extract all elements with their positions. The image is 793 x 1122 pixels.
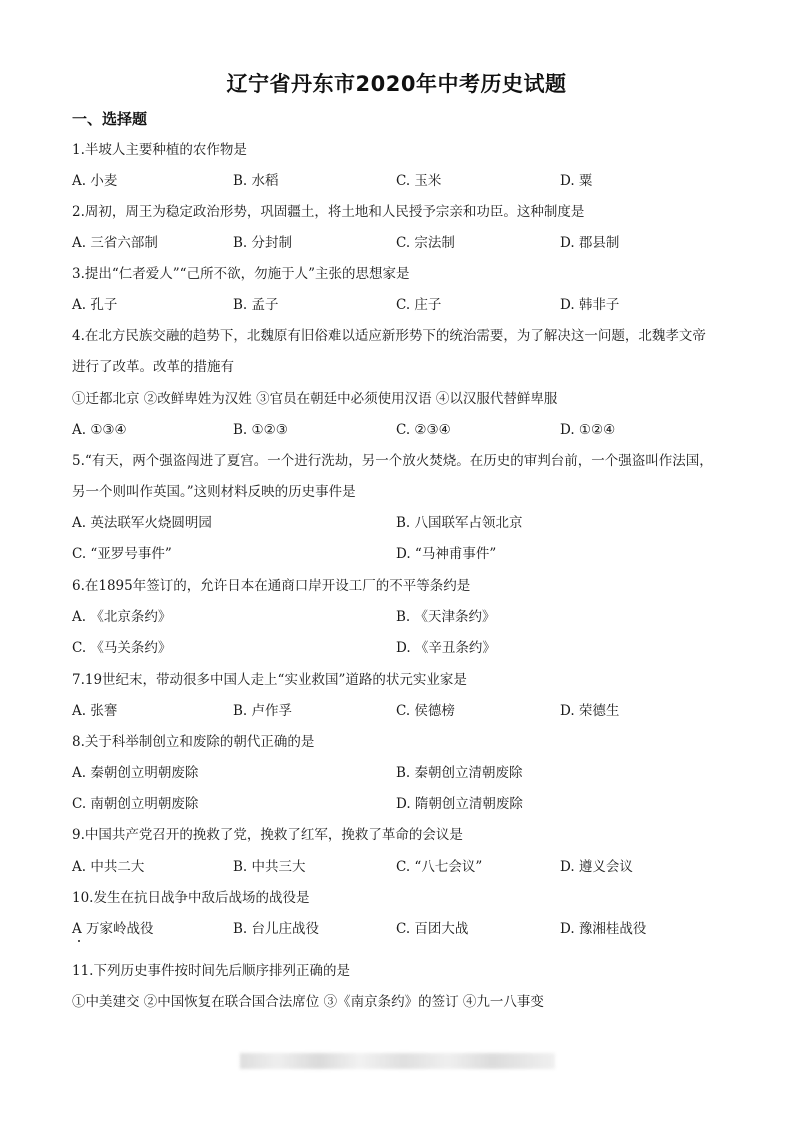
question-2-option-a: A. 三省六部制 (72, 235, 158, 251)
question-3-option-a: A. 孔子 (72, 297, 118, 313)
question-5-stem-line-2: 另一个则叫作英国。”这则材料反映的历史事件是 (72, 484, 356, 500)
page-title: 辽宁省丹东市2020年中考历史试题 (226, 72, 567, 96)
question-10-option-a: A 万家岭战役 (72, 921, 154, 937)
question-3-stem: 3.提出“仁者爱人”“己所不欲，勿施于人”主张的思想家是 (72, 266, 410, 282)
question-9-option-b: B. 中共三大 (233, 859, 306, 875)
question-1-option-d: D. 粟 (560, 173, 593, 189)
question-1-stem: 1.半坡人主要种植的农作物是 (72, 142, 247, 158)
question-7-option-a: A. 张謇 (72, 703, 118, 719)
question-3-option-c: C. 庄子 (396, 297, 442, 313)
question-7-option-b: B. 卢作孚 (233, 703, 293, 719)
question-5-option-b: B. 八国联军占领北京 (396, 515, 523, 531)
question-4-option-b: B. ①②③ (233, 422, 288, 438)
question-4-items: ①迁都北京 ②改鲜卑姓为汉姓 ③官员在朝廷中必须使用汉语 ④以汉服代替鲜卑服 (72, 391, 558, 407)
question-4-stem-line-1: 4.在北方民族交融的趋势下，北魏原有旧俗难以适应新形势下的统治需要，为了解决这一问题，北魏孝文帝 (72, 328, 706, 344)
question-10-option-d: D. 豫湘桂战役 (560, 921, 647, 937)
question-9-stem: 9.中国共产党召开的挽救了党，挽救了红军，挽救了革命的会议是 (72, 827, 463, 843)
question-7-stem: 7.19世纪末，带动很多中国人走上“实业救国”道路的状元实业家是 (72, 672, 467, 688)
question-2-option-c: C. 宗法制 (396, 235, 455, 251)
question-10-stem: 10.发生在抗日战争中敌后战场的战役是 (72, 890, 310, 906)
question-5-option-a: A. 英法联军火烧圆明园 (72, 515, 212, 531)
question-6-option-c: C. 《马关条约》 (72, 640, 172, 656)
question-6-option-a: A. 《北京条约》 (72, 609, 172, 625)
blurred-watermark (240, 1053, 555, 1069)
question-4-option-d: D. ①②④ (560, 422, 616, 438)
question-4-option-c: C. ②③④ (396, 422, 451, 438)
question-5-option-d: D. “马神甫事件” (396, 546, 497, 562)
question-8-stem: 8.关于科举制创立和废除的朝代正确的是 (72, 734, 315, 750)
question-8-option-c: C. 南朝创立明朝废除 (72, 796, 199, 812)
question-2-option-b: B. 分封制 (233, 235, 293, 251)
question-7-option-c: C. 侯德榜 (396, 703, 455, 719)
question-8-option-a: A. 秦朝创立明朝废除 (72, 765, 199, 781)
section-heading: 一、选择题 (72, 110, 148, 128)
question-1-option-a: A. 小麦 (72, 173, 118, 189)
stray-mark (78, 940, 80, 942)
question-6-option-d: D. 《辛丑条约》 (396, 640, 496, 656)
question-10-option-c: C. 百团大战 (396, 921, 469, 937)
question-10-option-b: B. 台儿庄战役 (233, 921, 320, 937)
question-8-option-b: B. 秦朝创立清朝废除 (396, 765, 523, 781)
question-8-option-d: D. 隋朝创立清朝废除 (396, 796, 523, 812)
question-1-option-b: B. 水稻 (233, 173, 279, 189)
question-11-stem: 11.下列历史事件按时间先后顺序排列正确的是 (72, 963, 350, 979)
question-9-option-c: C. “八七会议” (396, 859, 483, 875)
question-6-stem: 6.在1895年签订的，允许日本在通商口岸开设工厂的不平等条约是 (72, 578, 471, 594)
question-9-option-a: A. 中共二大 (72, 859, 145, 875)
question-3-option-d: D. 韩非子 (560, 297, 620, 313)
question-6-option-b: B. 《天津条约》 (396, 609, 496, 625)
question-2-stem: 2.周初，周王为稳定政治形势，巩固疆土，将土地和人民授予宗亲和功臣。这种制度是 (72, 204, 585, 220)
question-1-option-c: C. 玉米 (396, 173, 442, 189)
question-4-option-a: A. ①③④ (72, 422, 127, 438)
question-5-option-c: C. “亚罗号事件” (72, 546, 172, 562)
question-11-items: ①中美建交 ②中国恢复在联合国合法席位 ③《南京条约》的签订 ④九一八事变 (72, 994, 544, 1010)
question-7-option-d: D. 荣德生 (560, 703, 620, 719)
question-4-stem-line-2: 进行了改革。改革的措施有 (72, 359, 234, 375)
question-2-option-d: D. 郡县制 (560, 235, 620, 251)
question-9-option-d: D. 遵义会议 (560, 859, 633, 875)
question-5-stem-line-1: 5.“有天，两个强盗闯进了夏宫。一个进行洗劫，另一个放火焚烧。在历史的审判台前，一个强盗叫作法国， (72, 453, 713, 469)
question-3-option-b: B. 孟子 (233, 297, 279, 313)
